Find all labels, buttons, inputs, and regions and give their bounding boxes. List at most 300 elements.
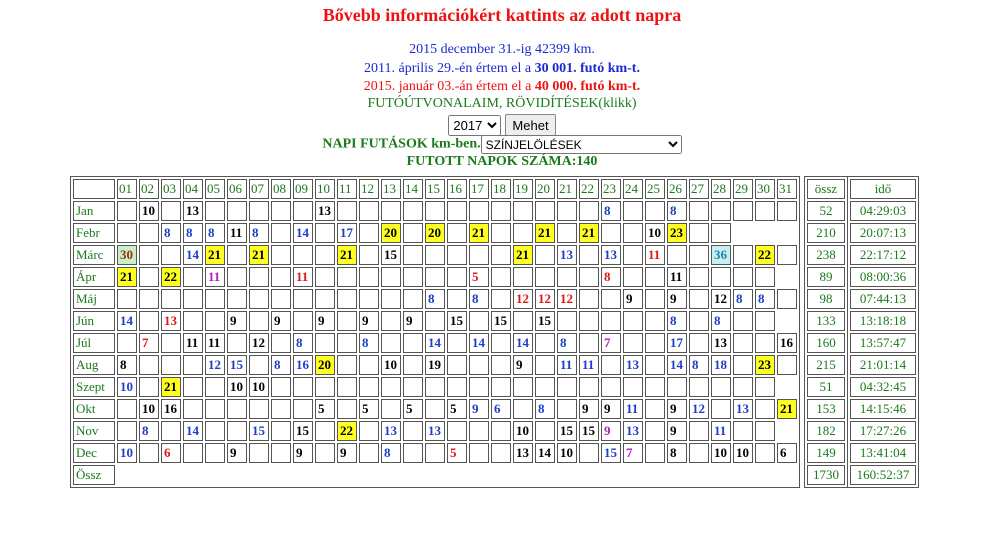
- go-button[interactable]: Mehet: [505, 114, 555, 136]
- day-cell[interactable]: [447, 333, 467, 353]
- day-cell[interactable]: [469, 311, 489, 331]
- day-cell[interactable]: 15: [447, 311, 467, 331]
- day-cell[interactable]: [425, 443, 445, 463]
- day-cell[interactable]: [381, 311, 401, 331]
- day-cell[interactable]: [491, 421, 511, 441]
- day-cell[interactable]: [733, 245, 753, 265]
- day-cell[interactable]: [601, 377, 621, 397]
- day-cell[interactable]: [513, 201, 533, 221]
- day-cell[interactable]: [139, 355, 159, 375]
- day-cell[interactable]: 8: [249, 223, 269, 243]
- day-cell[interactable]: 8: [601, 267, 621, 287]
- day-cell[interactable]: [359, 223, 379, 243]
- day-cell[interactable]: [623, 333, 643, 353]
- day-cell[interactable]: [359, 421, 379, 441]
- day-cell[interactable]: [403, 289, 423, 309]
- day-cell[interactable]: [117, 289, 137, 309]
- day-cell[interactable]: 8: [689, 355, 709, 375]
- day-cell[interactable]: [645, 355, 665, 375]
- day-cell[interactable]: 10: [139, 399, 159, 419]
- day-cell[interactable]: 5: [403, 399, 423, 419]
- day-cell[interactable]: 9: [359, 311, 379, 331]
- day-cell[interactable]: [227, 399, 247, 419]
- day-cell[interactable]: [557, 377, 577, 397]
- day-cell[interactable]: 15: [227, 355, 247, 375]
- day-cell[interactable]: [777, 245, 797, 265]
- day-cell[interactable]: 5: [447, 399, 467, 419]
- day-cell[interactable]: [447, 245, 467, 265]
- day-cell[interactable]: [447, 421, 467, 441]
- day-cell[interactable]: 9: [293, 443, 313, 463]
- day-cell[interactable]: [777, 201, 797, 221]
- routes-link[interactable]: FUTÓÚTVONALAIM, RÖVIDÍTÉSEK(klikk): [367, 96, 637, 111]
- day-cell[interactable]: [491, 201, 511, 221]
- day-cell[interactable]: 14: [513, 333, 533, 353]
- day-cell[interactable]: 13: [425, 421, 445, 441]
- day-cell[interactable]: [447, 377, 467, 397]
- day-cell[interactable]: [293, 311, 313, 331]
- day-cell[interactable]: [315, 245, 335, 265]
- day-cell[interactable]: 12: [513, 289, 533, 309]
- day-cell[interactable]: 14: [667, 355, 687, 375]
- day-cell[interactable]: [513, 267, 533, 287]
- day-cell[interactable]: [315, 333, 335, 353]
- day-cell[interactable]: 8: [359, 333, 379, 353]
- day-cell[interactable]: [183, 289, 203, 309]
- day-cell[interactable]: 6: [491, 399, 511, 419]
- day-cell[interactable]: 12: [689, 399, 709, 419]
- day-cell[interactable]: 9: [337, 443, 357, 463]
- day-cell[interactable]: 9: [623, 289, 643, 309]
- day-cell[interactable]: 17: [667, 333, 687, 353]
- day-cell[interactable]: 8: [667, 201, 687, 221]
- day-cell[interactable]: [403, 421, 423, 441]
- day-cell[interactable]: 11: [645, 245, 665, 265]
- day-cell[interactable]: [535, 267, 555, 287]
- day-cell[interactable]: 8: [425, 289, 445, 309]
- day-cell[interactable]: [689, 245, 709, 265]
- day-cell[interactable]: [513, 311, 533, 331]
- day-cell[interactable]: [403, 443, 423, 463]
- day-cell[interactable]: [469, 245, 489, 265]
- day-cell[interactable]: [535, 245, 555, 265]
- day-cell[interactable]: [469, 377, 489, 397]
- day-cell[interactable]: 15: [535, 311, 555, 331]
- day-cell[interactable]: [183, 355, 203, 375]
- day-cell[interactable]: 9: [667, 399, 687, 419]
- day-cell[interactable]: [161, 355, 181, 375]
- day-cell[interactable]: 13: [601, 245, 621, 265]
- day-cell[interactable]: 15: [601, 443, 621, 463]
- day-cell[interactable]: 6: [777, 443, 797, 463]
- day-cell[interactable]: 12: [557, 289, 577, 309]
- day-cell[interactable]: 9: [227, 443, 247, 463]
- day-cell[interactable]: [645, 443, 665, 463]
- day-cell[interactable]: [777, 289, 797, 309]
- day-cell[interactable]: [535, 355, 555, 375]
- day-cell[interactable]: [337, 201, 357, 221]
- day-cell[interactable]: [579, 289, 599, 309]
- day-cell[interactable]: [315, 377, 335, 397]
- day-cell[interactable]: [777, 355, 797, 375]
- day-cell[interactable]: [293, 289, 313, 309]
- day-cell[interactable]: [183, 443, 203, 463]
- day-cell[interactable]: 10: [117, 377, 137, 397]
- day-cell[interactable]: [623, 377, 643, 397]
- day-cell[interactable]: 6: [161, 443, 181, 463]
- day-cell[interactable]: [469, 421, 489, 441]
- day-cell[interactable]: [337, 399, 357, 419]
- day-cell[interactable]: [403, 355, 423, 375]
- day-cell[interactable]: [711, 377, 731, 397]
- day-cell[interactable]: 8: [755, 289, 775, 309]
- day-cell[interactable]: [425, 245, 445, 265]
- day-cell[interactable]: 8: [667, 311, 687, 331]
- day-cell[interactable]: 9: [601, 421, 621, 441]
- day-cell[interactable]: [359, 289, 379, 309]
- day-cell[interactable]: [601, 355, 621, 375]
- day-cell[interactable]: [161, 201, 181, 221]
- day-cell[interactable]: [315, 267, 335, 287]
- day-cell[interactable]: [689, 267, 709, 287]
- day-cell[interactable]: [689, 289, 709, 309]
- day-cell[interactable]: [469, 443, 489, 463]
- day-cell[interactable]: [733, 201, 753, 221]
- day-cell[interactable]: 11: [557, 355, 577, 375]
- day-cell[interactable]: [447, 355, 467, 375]
- day-cell[interactable]: [337, 333, 357, 353]
- day-cell[interactable]: [337, 289, 357, 309]
- day-cell[interactable]: [403, 377, 423, 397]
- day-cell[interactable]: 12: [249, 333, 269, 353]
- day-cell[interactable]: [271, 377, 291, 397]
- day-cell[interactable]: 13: [381, 421, 401, 441]
- day-cell[interactable]: [425, 201, 445, 221]
- day-cell[interactable]: [733, 333, 753, 353]
- day-cell[interactable]: [183, 377, 203, 397]
- day-cell[interactable]: [117, 201, 137, 221]
- day-cell[interactable]: [183, 267, 203, 287]
- day-cell[interactable]: 10: [139, 201, 159, 221]
- day-cell[interactable]: [359, 443, 379, 463]
- day-cell[interactable]: 9: [271, 311, 291, 331]
- day-cell[interactable]: 21: [337, 245, 357, 265]
- day-cell[interactable]: [711, 223, 731, 243]
- day-cell[interactable]: [271, 245, 291, 265]
- day-cell[interactable]: [601, 289, 621, 309]
- day-cell[interactable]: 15: [381, 245, 401, 265]
- day-cell[interactable]: [755, 333, 775, 353]
- year-select[interactable]: [448, 115, 501, 136]
- day-cell[interactable]: 8: [711, 311, 731, 331]
- day-cell[interactable]: [689, 377, 709, 397]
- day-cell[interactable]: [271, 421, 291, 441]
- day-cell[interactable]: [249, 201, 269, 221]
- day-cell[interactable]: [755, 443, 775, 463]
- day-cell[interactable]: [491, 245, 511, 265]
- day-cell[interactable]: [205, 311, 225, 331]
- day-cell[interactable]: 9: [579, 399, 599, 419]
- day-cell[interactable]: [425, 377, 445, 397]
- day-cell[interactable]: [645, 377, 665, 397]
- day-cell[interactable]: 8: [139, 421, 159, 441]
- day-cell[interactable]: 8: [271, 355, 291, 375]
- day-cell[interactable]: 8: [381, 443, 401, 463]
- day-cell[interactable]: [645, 421, 665, 441]
- day-cell[interactable]: 10: [249, 377, 269, 397]
- day-cell[interactable]: [271, 201, 291, 221]
- day-cell[interactable]: [315, 223, 335, 243]
- day-cell[interactable]: 11: [183, 333, 203, 353]
- day-cell[interactable]: 22: [337, 421, 357, 441]
- day-cell[interactable]: 10: [645, 223, 665, 243]
- day-cell[interactable]: 13: [315, 201, 335, 221]
- day-cell[interactable]: [315, 421, 335, 441]
- day-cell[interactable]: [205, 289, 225, 309]
- day-cell[interactable]: [161, 421, 181, 441]
- day-cell[interactable]: [623, 223, 643, 243]
- day-cell[interactable]: [491, 443, 511, 463]
- day-cell[interactable]: [139, 443, 159, 463]
- day-cell[interactable]: 13: [557, 245, 577, 265]
- day-cell[interactable]: [359, 355, 379, 375]
- day-cell[interactable]: [447, 267, 467, 287]
- day-cell[interactable]: [667, 245, 687, 265]
- day-cell[interactable]: [623, 267, 643, 287]
- day-cell[interactable]: [359, 201, 379, 221]
- day-cell[interactable]: [271, 289, 291, 309]
- day-cell[interactable]: [227, 333, 247, 353]
- day-cell[interactable]: [447, 223, 467, 243]
- day-cell[interactable]: 21: [579, 223, 599, 243]
- day-cell[interactable]: [689, 443, 709, 463]
- day-cell[interactable]: [425, 399, 445, 419]
- day-cell[interactable]: [117, 421, 137, 441]
- day-cell[interactable]: 12: [205, 355, 225, 375]
- day-cell[interactable]: 15: [557, 421, 577, 441]
- day-cell[interactable]: [491, 333, 511, 353]
- day-cell[interactable]: [513, 377, 533, 397]
- day-cell[interactable]: 10: [557, 443, 577, 463]
- day-cell[interactable]: 8: [535, 399, 555, 419]
- day-cell[interactable]: [733, 377, 753, 397]
- day-cell[interactable]: 5: [359, 399, 379, 419]
- day-cell[interactable]: 23: [667, 223, 687, 243]
- day-cell[interactable]: 9: [403, 311, 423, 331]
- day-cell[interactable]: [249, 267, 269, 287]
- day-cell[interactable]: [535, 333, 555, 353]
- day-cell[interactable]: [645, 311, 665, 331]
- day-cell[interactable]: [381, 201, 401, 221]
- day-cell[interactable]: [535, 377, 555, 397]
- day-cell[interactable]: [755, 399, 775, 419]
- day-cell[interactable]: [755, 267, 775, 287]
- day-cell[interactable]: [249, 311, 269, 331]
- day-cell[interactable]: [557, 201, 577, 221]
- day-cell[interactable]: 11: [579, 355, 599, 375]
- day-cell[interactable]: [491, 223, 511, 243]
- day-cell[interactable]: 11: [293, 267, 313, 287]
- day-cell[interactable]: [557, 399, 577, 419]
- day-cell[interactable]: [249, 443, 269, 463]
- day-cell[interactable]: [733, 421, 753, 441]
- day-cell[interactable]: 8: [557, 333, 577, 353]
- day-cell[interactable]: 8: [293, 333, 313, 353]
- day-cell[interactable]: 21: [777, 399, 797, 419]
- day-cell[interactable]: 30: [117, 245, 137, 265]
- day-cell[interactable]: 8: [117, 355, 137, 375]
- day-cell[interactable]: [381, 399, 401, 419]
- day-cell[interactable]: 11: [667, 267, 687, 287]
- day-cell[interactable]: [623, 245, 643, 265]
- day-cell[interactable]: [227, 245, 247, 265]
- day-cell[interactable]: [447, 289, 467, 309]
- day-cell[interactable]: 9: [469, 399, 489, 419]
- day-cell[interactable]: [689, 223, 709, 243]
- day-cell[interactable]: 21: [205, 245, 225, 265]
- day-cell[interactable]: [271, 333, 291, 353]
- day-cell[interactable]: [623, 201, 643, 221]
- day-cell[interactable]: 23: [755, 355, 775, 375]
- day-cell[interactable]: [337, 355, 357, 375]
- day-cell[interactable]: 14: [117, 311, 137, 331]
- day-cell[interactable]: [491, 289, 511, 309]
- day-cell[interactable]: 7: [623, 443, 643, 463]
- day-cell[interactable]: [359, 267, 379, 287]
- day-cell[interactable]: 14: [535, 443, 555, 463]
- day-cell[interactable]: [117, 223, 137, 243]
- day-cell[interactable]: [139, 267, 159, 287]
- day-cell[interactable]: [139, 289, 159, 309]
- day-cell[interactable]: [205, 377, 225, 397]
- day-cell[interactable]: [227, 289, 247, 309]
- day-cell[interactable]: [711, 399, 731, 419]
- day-cell[interactable]: [271, 267, 291, 287]
- day-cell[interactable]: [689, 311, 709, 331]
- day-cell[interactable]: 11: [205, 267, 225, 287]
- day-cell[interactable]: [733, 355, 753, 375]
- day-cell[interactable]: 11: [623, 399, 643, 419]
- day-cell[interactable]: [139, 245, 159, 265]
- day-cell[interactable]: [645, 201, 665, 221]
- day-cell[interactable]: 16: [293, 355, 313, 375]
- color-legend-select[interactable]: [481, 135, 682, 154]
- day-cell[interactable]: [513, 399, 533, 419]
- day-cell[interactable]: [139, 223, 159, 243]
- day-cell[interactable]: 9: [601, 399, 621, 419]
- day-cell[interactable]: [733, 311, 753, 331]
- day-cell[interactable]: [271, 399, 291, 419]
- day-cell[interactable]: 21: [117, 267, 137, 287]
- day-cell[interactable]: [205, 421, 225, 441]
- day-cell[interactable]: [403, 333, 423, 353]
- day-cell[interactable]: 8: [601, 201, 621, 221]
- day-cell[interactable]: [161, 333, 181, 353]
- day-cell[interactable]: [557, 223, 577, 243]
- day-cell[interactable]: [535, 421, 555, 441]
- day-cell[interactable]: [579, 311, 599, 331]
- day-cell[interactable]: [117, 399, 137, 419]
- day-cell[interactable]: 18: [711, 355, 731, 375]
- day-cell[interactable]: [139, 377, 159, 397]
- day-cell[interactable]: [315, 289, 335, 309]
- day-cell[interactable]: [183, 399, 203, 419]
- day-cell[interactable]: [183, 311, 203, 331]
- day-cell[interactable]: 16: [161, 399, 181, 419]
- day-cell[interactable]: [227, 267, 247, 287]
- day-cell[interactable]: [579, 443, 599, 463]
- day-cell[interactable]: 10: [733, 443, 753, 463]
- day-cell[interactable]: [139, 311, 159, 331]
- day-cell[interactable]: [601, 311, 621, 331]
- day-cell[interactable]: [535, 201, 555, 221]
- day-cell[interactable]: [557, 267, 577, 287]
- day-cell[interactable]: 17: [337, 223, 357, 243]
- day-cell[interactable]: [491, 267, 511, 287]
- day-cell[interactable]: [733, 267, 753, 287]
- day-cell[interactable]: 20: [315, 355, 335, 375]
- day-cell[interactable]: 13: [733, 399, 753, 419]
- day-cell[interactable]: [579, 333, 599, 353]
- day-cell[interactable]: [513, 223, 533, 243]
- day-cell[interactable]: [645, 267, 665, 287]
- day-cell[interactable]: 10: [227, 377, 247, 397]
- day-cell[interactable]: 20: [425, 223, 445, 243]
- day-cell[interactable]: 9: [513, 355, 533, 375]
- day-cell[interactable]: 9: [227, 311, 247, 331]
- day-cell[interactable]: 8: [469, 289, 489, 309]
- day-cell[interactable]: [293, 201, 313, 221]
- day-cell[interactable]: 10: [117, 443, 137, 463]
- day-cell[interactable]: 36: [711, 245, 731, 265]
- day-cell[interactable]: 5: [469, 267, 489, 287]
- day-cell[interactable]: [293, 399, 313, 419]
- day-cell[interactable]: 22: [161, 267, 181, 287]
- day-cell[interactable]: 11: [227, 223, 247, 243]
- day-cell[interactable]: 21: [249, 245, 269, 265]
- day-cell[interactable]: [381, 267, 401, 287]
- day-cell[interactable]: 12: [535, 289, 555, 309]
- day-cell[interactable]: [557, 311, 577, 331]
- day-cell[interactable]: [469, 201, 489, 221]
- day-cell[interactable]: [403, 223, 423, 243]
- day-cell[interactable]: [755, 201, 775, 221]
- day-cell[interactable]: [579, 377, 599, 397]
- day-cell[interactable]: 9: [667, 421, 687, 441]
- day-cell[interactable]: [689, 333, 709, 353]
- day-cell[interactable]: [645, 399, 665, 419]
- day-cell[interactable]: [447, 201, 467, 221]
- day-cell[interactable]: 10: [711, 443, 731, 463]
- day-cell[interactable]: [403, 267, 423, 287]
- day-cell[interactable]: [667, 377, 687, 397]
- day-cell[interactable]: [425, 267, 445, 287]
- day-cell[interactable]: 14: [425, 333, 445, 353]
- day-cell[interactable]: 13: [623, 355, 643, 375]
- day-cell[interactable]: [117, 333, 137, 353]
- day-cell[interactable]: 13: [183, 201, 203, 221]
- day-cell[interactable]: 19: [425, 355, 445, 375]
- day-cell[interactable]: [381, 333, 401, 353]
- day-cell[interactable]: 15: [293, 421, 313, 441]
- day-cell[interactable]: [381, 289, 401, 309]
- day-cell[interactable]: 13: [161, 311, 181, 331]
- day-cell[interactable]: [359, 377, 379, 397]
- day-cell[interactable]: 8: [183, 223, 203, 243]
- day-cell[interactable]: 22: [755, 245, 775, 265]
- day-cell[interactable]: [645, 333, 665, 353]
- day-cell[interactable]: [381, 377, 401, 397]
